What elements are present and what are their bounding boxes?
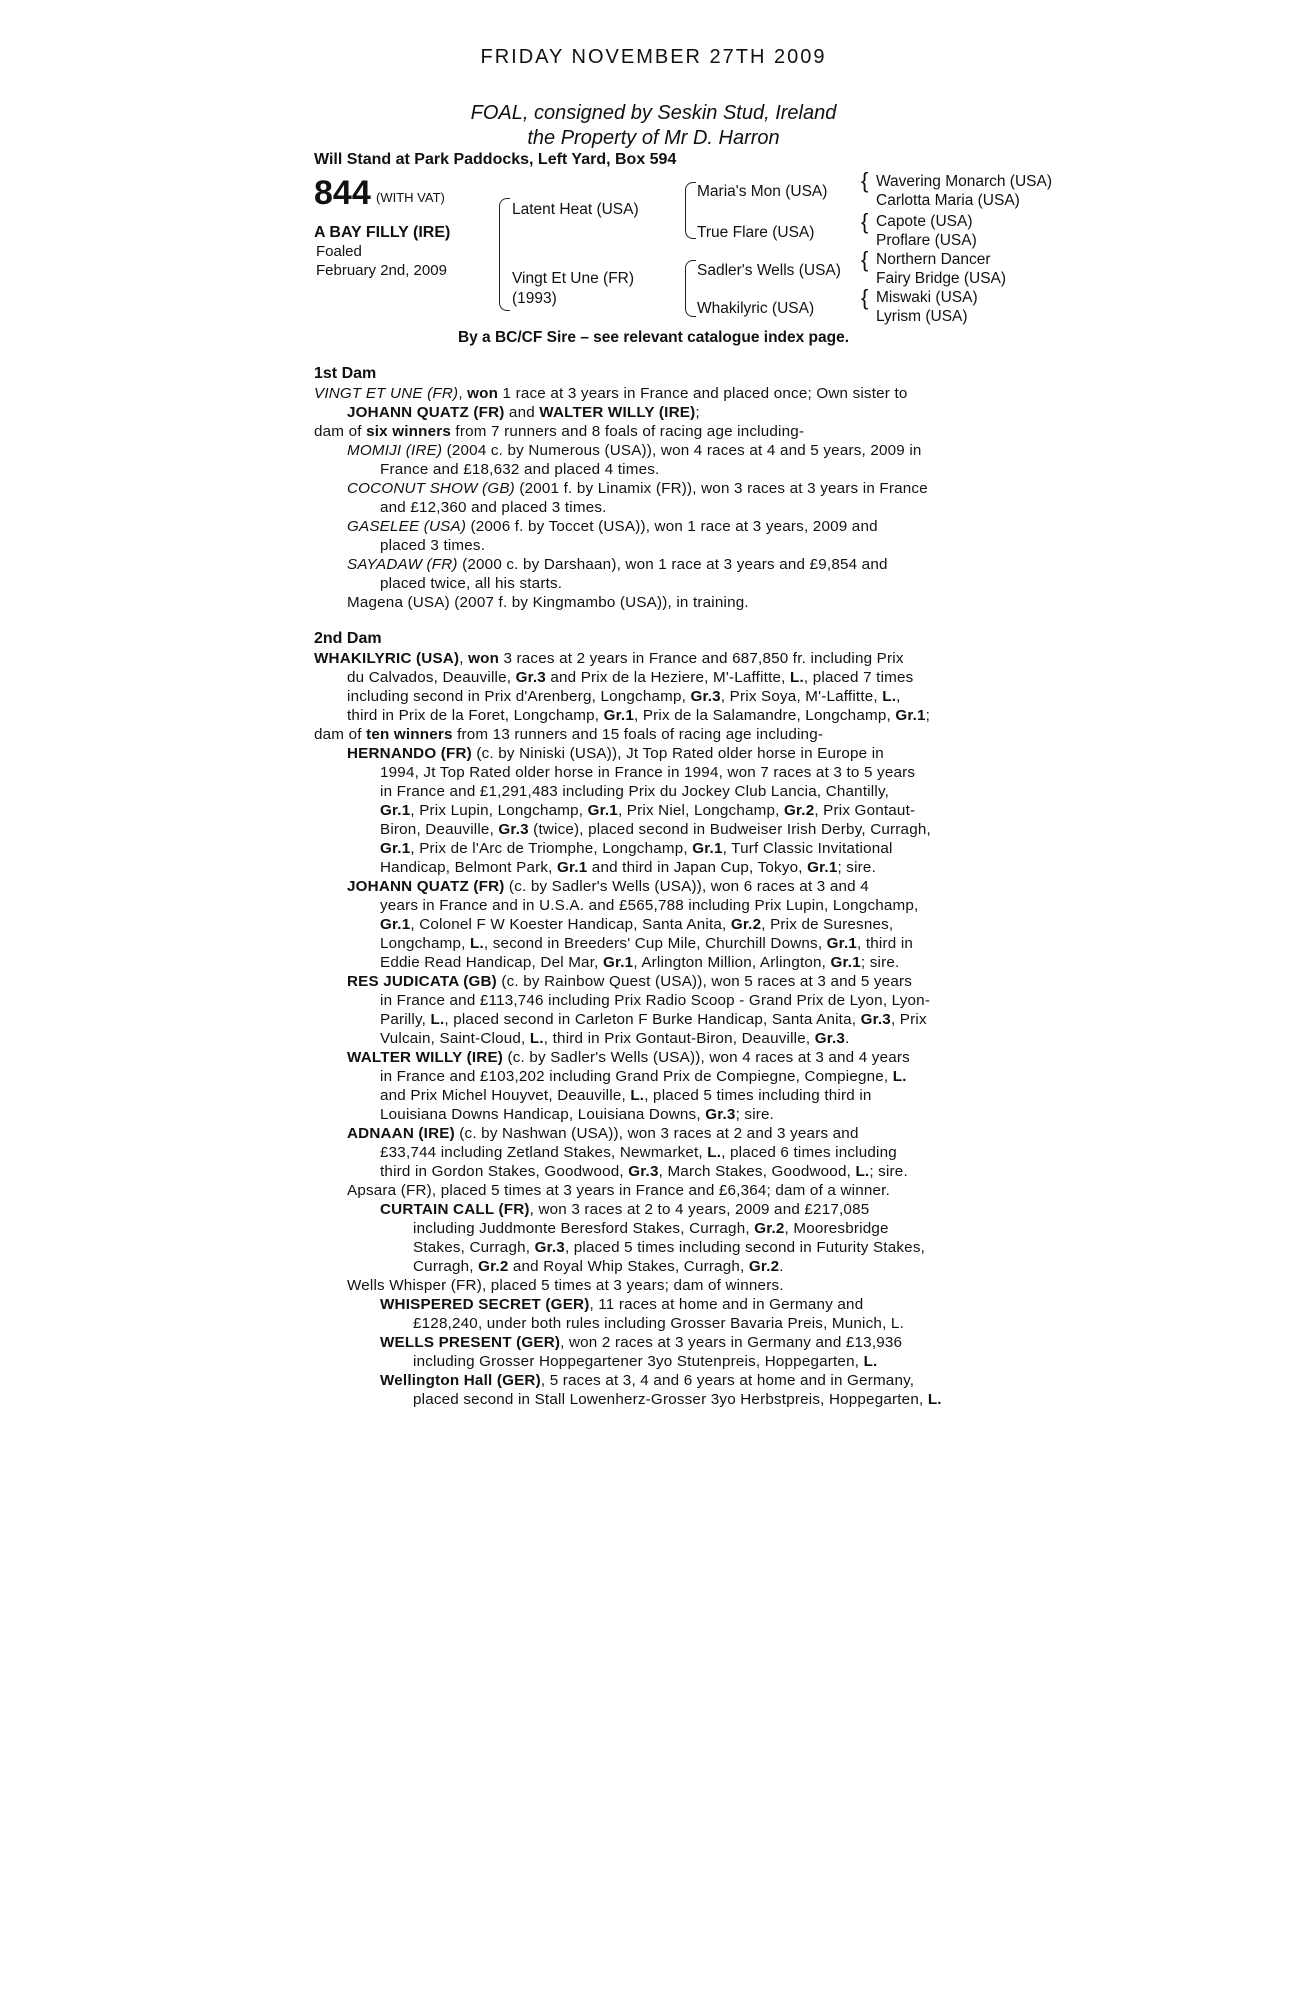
progeny-entry: ADNAAN (IRE) (c. by Nashwan (USA)), won 3 races at 2 and 3 years and [347, 1125, 859, 1142]
sire-name: Latent Heat (USA) [512, 201, 639, 218]
progeny-entry-cont: Vulcain, Saint-Cloud, L., third in Prix Gontaut-Biron, Deauville, Gr.3. [380, 1030, 850, 1047]
first-dam-line: JOHANN QUATZ (FR) and WALTER WILLY (IRE); [347, 404, 700, 421]
property-line: the Property of Mr D. Harron [527, 127, 780, 149]
grand-progeny-entry-cont: £128,240, under both rules including Grosser Bavaria Preis, Munich, L. [413, 1315, 904, 1332]
pedigree-brace: { [861, 209, 869, 234]
progeny-entry: GASELEE (USA) (2006 f. by Toccet (USA)), won 1 race at 3 years, 2009 and [347, 518, 878, 535]
progeny-entry-cont: Handicap, Belmont Park, Gr.1 and third in Japan Cup, Tokyo, Gr.1; sire. [380, 859, 876, 876]
progeny-entry-cont: Biron, Deauville, Gr.3 (twice), placed second in Budweiser Irish Derby, Curragh, [380, 821, 931, 838]
first-dam-section [314, 384, 994, 612]
progeny-entry: MOMIJI (IRE) (2004 c. by Numerous (USA)), won 4 races at 4 and 5 years, 2009 in [347, 442, 922, 459]
dam-name: Vingt Et Une (FR) [512, 270, 635, 287]
progeny-entry: COCONUT SHOW (GB) (2001 f. by Linamix (FR)), won 3 races at 3 years in France [347, 480, 928, 497]
stand-location: Will Stand at Park Paddocks, Left Yard, Box 594 [314, 151, 677, 168]
first-dam-line: VINGT ET UNE (FR), won 1 race at 3 years in France and placed once; Own sister to [314, 385, 908, 402]
progeny-entry-cont: placed 3 times. [380, 537, 486, 554]
sire-note: By a BC/CF Sire – see relevant catalogue index page. [457, 329, 850, 346]
second-dam-line: dam of ten winners from 13 runners and 15 foals of racing age including- [314, 726, 824, 743]
progeny-entry-cont: and Prix Michel Houyvet, Deauville, L., placed 5 times including third in [380, 1087, 872, 1104]
sire-dam-name: True Flare (USA) [697, 224, 815, 241]
progeny-entry: Wells Whisper (FR), placed 5 times at 3 years; dam of winners. [347, 1277, 784, 1294]
first-dam-heading: 1st Dam [314, 365, 377, 382]
dam-dam-name: Whakilyric (USA) [697, 300, 815, 317]
progeny-entry-cont: Gr.1, Colonel F W Koester Handicap, Santa Anita, Gr.2, Prix de Suresnes, [380, 916, 894, 933]
progeny-entry-cont: Louisiana Downs Handicap, Louisiana Downs, Gr.3; sire. [380, 1106, 775, 1123]
dam-year: (1993) [512, 290, 557, 307]
grand-progeny-entry: CURTAIN CALL (FR), won 3 races at 2 to 4 years, 2009 and £217,085 [380, 1201, 870, 1218]
pedigree-brace: { [861, 168, 869, 193]
pedigree-g3-name: Lyrism (USA) [876, 308, 968, 325]
progeny-entry: HERNANDO (FR) (c. by Niniski (USA)), Jt Top Rated older horse in Europe in [347, 745, 884, 762]
first-dam-line: dam of six winners from 7 runners and 8 foals of racing age including- [314, 423, 805, 440]
progeny-entry-cont: 1994, Jt Top Rated older horse in France in 1994, won 7 races at 3 to 5 years [380, 764, 916, 781]
progeny-entry-cont: in France and £113,746 including Prix Radio Scoop - Grand Prix de Lyon, Lyon- [380, 992, 931, 1009]
pedigree-brace: { [861, 247, 869, 272]
progeny-entry: SAYADAW (FR) (2000 c. by Darshaan), won 1 race at 3 years and £9,854 and [347, 556, 888, 573]
progeny-entry-cont: third in Gordon Stakes, Goodwood, Gr.3, March Stakes, Goodwood, L.; sire. [380, 1163, 908, 1180]
grand-progeny-entry-cont: placed second in Stall Lowenherz-Grosser 3yo Herbstpreis, Hoppegarten, L. [413, 1391, 942, 1408]
pedigree-g3-name: Miswaki (USA) [876, 289, 978, 306]
lot-number: 844 [314, 174, 371, 212]
grand-progeny-entry: WHISPERED SECRET (GER), 11 races at home and in Germany and [380, 1296, 864, 1313]
sale-date: FRIDAY NOVEMBER 27TH 2009 [480, 46, 827, 68]
dam-sire-name: Sadler's Wells (USA) [697, 262, 841, 279]
pedigree-g3-name: Carlotta Maria (USA) [876, 192, 1020, 209]
lot-vat: (WITH VAT) [376, 190, 445, 205]
progeny-entry-cont: Gr.1, Prix de l'Arc de Triomphe, Longchamp, Gr.1, Turf Classic Invitational [380, 840, 893, 857]
progeny-entry-cont: Longchamp, L., second in Breeders' Cup Mile, Churchill Downs, Gr.1, third in [380, 935, 914, 952]
pedigree-brace: { [861, 285, 869, 310]
foaled-label: Foaled [316, 243, 362, 260]
second-dam-section [314, 649, 994, 1409]
progeny-entry: WALTER WILLY (IRE) (c. by Sadler's Wells (USA)), won 4 races at 3 and 4 years [347, 1049, 910, 1066]
grand-progeny-entry: Wellington Hall (GER), 5 races at 3, 4 and 6 years at home and in Germany, [380, 1372, 915, 1389]
grand-progeny-entry-cont: including Juddmonte Beresford Stakes, Curragh, Gr.2, Mooresbridge [413, 1220, 889, 1237]
foaled-date: February 2nd, 2009 [316, 262, 447, 279]
lot-title: A BAY FILLY (IRE) [314, 224, 451, 241]
pedigree-g3-name: Proflare (USA) [876, 232, 977, 249]
pedigree-brace [499, 258, 510, 311]
progeny-entry: Apsara (FR), placed 5 times at 3 years in France and £6,364; dam of a winner. [347, 1182, 891, 1199]
progeny-entry-cont: France and £18,632 and placed 4 times. [380, 461, 660, 478]
grand-progeny-entry-cont: including Grosser Hoppegartener 3yo Stutenpreis, Hoppegarten, L. [413, 1353, 878, 1370]
pedigree-brace [685, 280, 696, 317]
second-dam-heading: 2nd Dam [314, 630, 382, 647]
progeny-entry: JOHANN QUATZ (FR) (c. by Sadler's Wells (USA)), won 6 races at 3 and 4 [347, 878, 869, 895]
second-dam-line: third in Prix de la Foret, Longchamp, Gr.1, Prix de la Salamandre, Longchamp, Gr.1; [347, 707, 931, 724]
progeny-entry-cont: in France and £103,202 including Grand Prix de Compiegne, Compiegne, L. [380, 1068, 907, 1085]
grand-progeny-entry: WELLS PRESENT (GER), won 2 races at 3 years in Germany and £13,936 [380, 1334, 903, 1351]
progeny-entry-cont: Gr.1, Prix Lupin, Longchamp, Gr.1, Prix Niel, Longchamp, Gr.2, Prix Gontaut- [380, 802, 916, 819]
pedigree-g3-name: Wavering Monarch (USA) [876, 173, 1053, 190]
progeny-entry-cont: in France and £1,291,483 including Prix du Jockey Club Lancia, Chantilly, [380, 783, 890, 800]
pedigree-brace [685, 260, 696, 281]
grand-progeny-entry-cont: Stakes, Curragh, Gr.3, placed 5 times including second in Futurity Stakes, [413, 1239, 926, 1256]
second-dam-line: du Calvados, Deauville, Gr.3 and Prix de la Heziere, M'-Laffitte, L., placed 7 times [347, 669, 914, 686]
progeny-entry-cont: placed twice, all his starts. [380, 575, 563, 592]
sire-sire-name: Maria's Mon (USA) [697, 183, 828, 200]
progeny-entry-cont: £33,744 including Zetland Stakes, Newmarket, L., placed 6 times including [380, 1144, 897, 1161]
pedigree-brace [685, 182, 696, 205]
progeny-entry-cont: Eddie Read Handicap, Del Mar, Gr.1, Arlington Million, Arlington, Gr.1; sire. [380, 954, 900, 971]
second-dam-line: WHAKILYRIC (USA), won 3 races at 2 years in France and 687,850 fr. including Prix [314, 650, 904, 667]
pedigree-g3-name: Capote (USA) [876, 213, 973, 230]
progeny-entry-cont: and £12,360 and placed 3 times. [380, 499, 607, 516]
second-dam-line: including second in Prix d'Arenberg, Longchamp, Gr.3, Prix Soya, M'-Laffitte, L., [347, 688, 901, 705]
pedigree-g3-name: Northern Dancer [876, 251, 991, 268]
pedigree-g3-name: Fairy Bridge (USA) [876, 270, 1007, 287]
pedigree-brace [685, 204, 696, 239]
progeny-entry: Magena (USA) (2007 f. by Kingmambo (USA)), in training. [347, 594, 749, 611]
grand-progeny-entry-cont: Curragh, Gr.2 and Royal Whip Stakes, Curragh, Gr.2. [413, 1258, 784, 1275]
progeny-entry-cont: years in France and in U.S.A. and £565,788 including Prix Lupin, Longchamp, [380, 897, 919, 914]
progeny-entry-cont: Parilly, L., placed second in Carleton F Burke Handicap, Santa Anita, Gr.3, Prix [380, 1011, 927, 1028]
pedigree-brace [499, 198, 510, 259]
progeny-entry: RES JUDICATA (GB) (c. by Rainbow Quest (USA)), won 5 races at 3 and 5 years [347, 973, 913, 990]
consignment-line: FOAL, consigned by Seskin Stud, Ireland [470, 102, 837, 124]
